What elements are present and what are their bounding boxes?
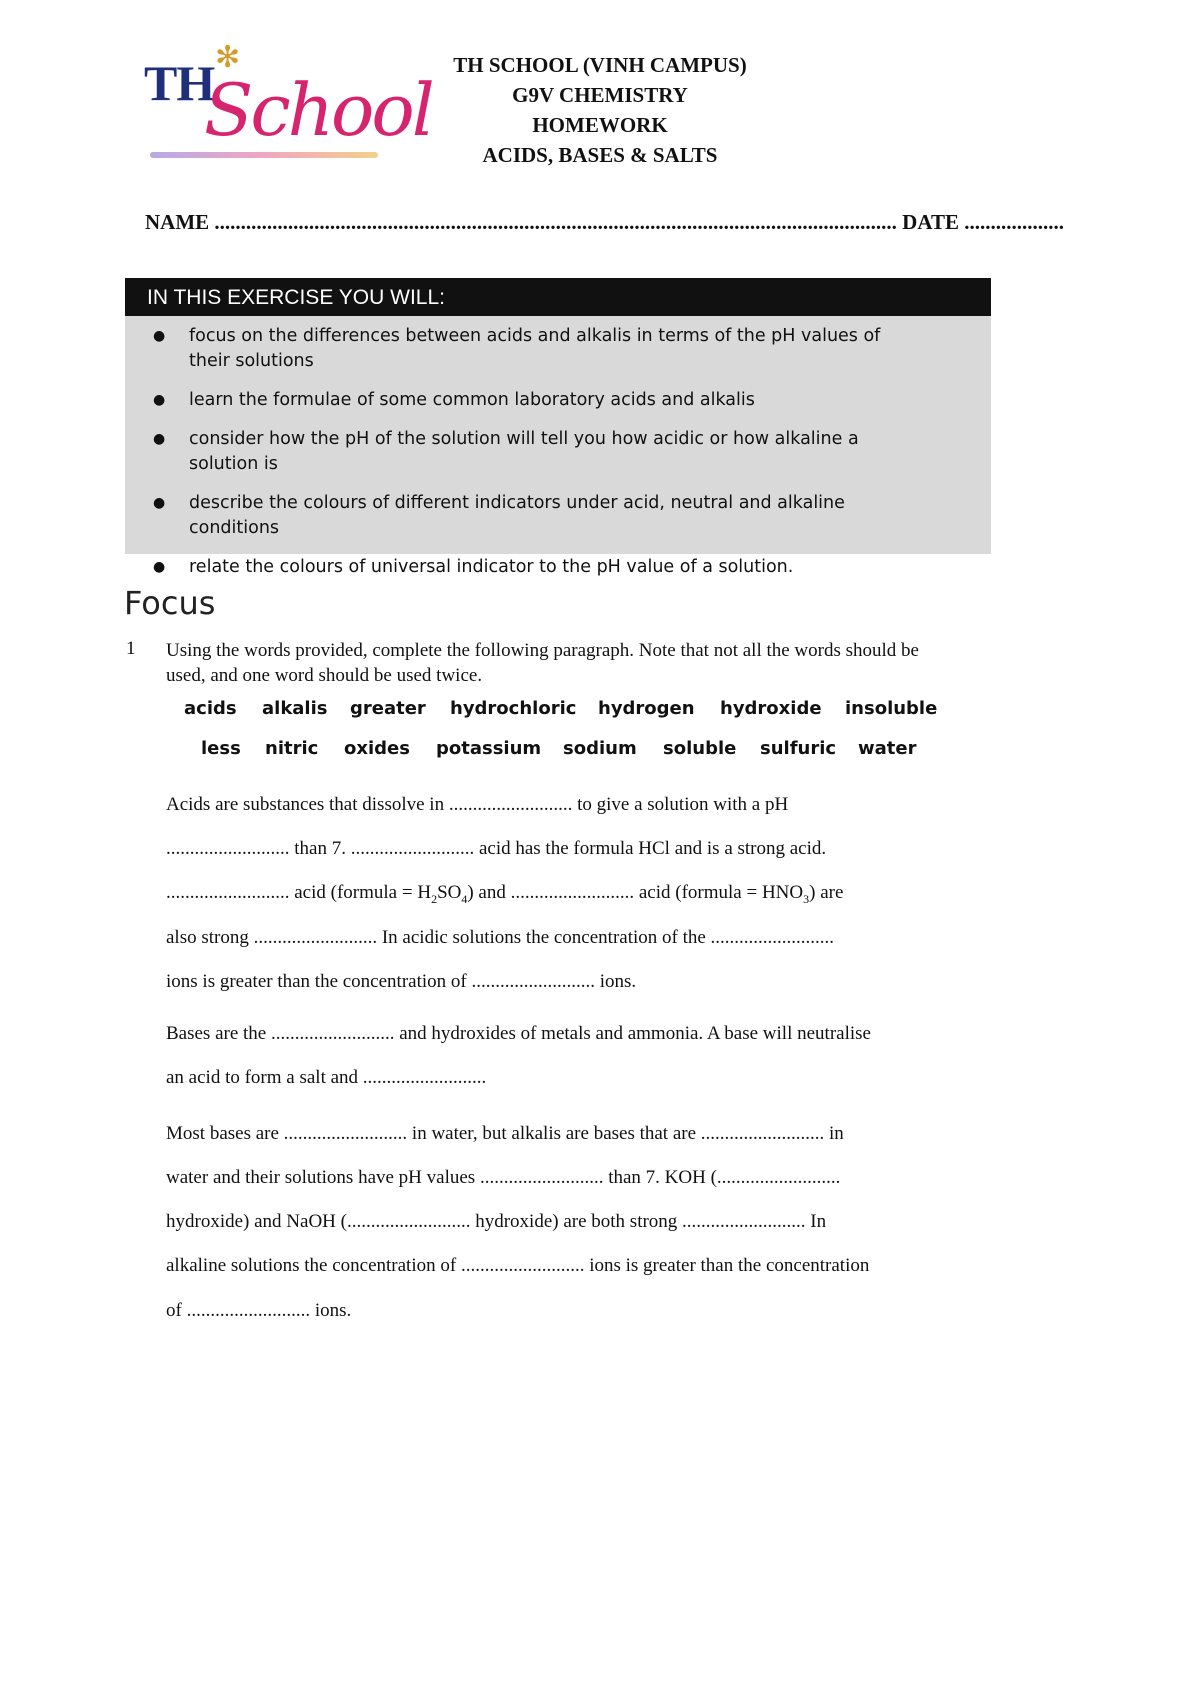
paragraph-line: Acids are substances that dissolve in .......................... to give a solution with a pH [166,794,789,815]
logo-swoosh [150,152,378,158]
list-item: ● learn the formulae of some common laboratory acids and alkalis [125,388,991,413]
word-bank-item: hydrochloric [450,698,577,719]
word-bank-item: soluble [663,738,737,759]
word-bank-item: less [201,738,241,759]
list-item: ● focus on the differences between acids and alkalis in terms of the pH values of their solutions [153,326,881,371]
word-bank-item: nitric [265,738,319,759]
paragraph-line: of .......................... ions. [166,1300,352,1321]
word-bank-item: sulfuric [760,738,837,759]
word-bank-item: greater [350,698,426,719]
bullet-icon: ● [153,392,166,408]
word-bank-row-1 [0,698,1200,724]
word-bank-item: hydrogen [598,698,695,719]
logo-th: TH [144,55,215,111]
paragraph-line: water and their solutions have pH values .......................... than 7. KOH (.......................... [166,1167,841,1188]
list-item: ● describe the colours of different indicators under acid, neutral and alkaline conditions [153,493,845,538]
list-item: ● consider how the pH of the solution will tell you how acidic or how alkaline a solution is [153,429,859,474]
paragraph-line: also strong .......................... In acidic solutions the concentration of the .......................... [166,927,835,948]
paragraph-line: Most bases are .......................... in water, but alkalis are bases that are .......................... in [166,1123,844,1144]
paragraph-line: alkaline solutions the concentration of .......................... ions is greater than the concentration [166,1255,870,1276]
word-bank-item: oxides [344,738,410,759]
objectives-box [125,278,991,577]
date-label: DATE [902,210,959,234]
name-label: NAME [145,210,210,234]
header-type: HOMEWORK [532,113,668,137]
document-header [400,50,800,170]
paragraph-line: an acid to form a salt and .......................... [166,1067,487,1088]
word-bank-item: potassium [436,738,542,759]
objectives-heading: IN THIS EXERCISE YOU WILL: [125,278,991,316]
paragraph-line: ions is greater than the concentration of .......................... ions. [166,971,637,992]
word-bank-item: hydroxide [720,698,822,719]
word-bank-item: acids [184,698,237,719]
word-bank-item: sodium [563,738,637,759]
bullet-icon: ● [153,431,166,447]
bullet-icon: ● [153,328,166,344]
paragraph-line: .......................... than 7. .......................... acid has the formula HCl and is a strong acid. [166,838,827,859]
word-bank-row-2 [0,738,1200,764]
paragraph-line: Bases are the .......................... and hydroxides of metals and ammonia. A base will neutralise [166,1023,871,1044]
question-text: Using the words provided, complete the following paragraph. Note that not all the words should be used, and one word should be used twice. [166,640,919,686]
objectives-list [125,324,991,594]
bullet-icon: ● [153,559,166,575]
bullet-icon: ● [153,495,166,511]
word-bank-item: water [858,738,917,759]
section-title: Focus [124,584,216,622]
header-school: TH SCHOOL (VINH CAMPUS) [453,53,747,77]
header-topic: ACIDS, BASES & SALTS [482,143,718,167]
question-number: 1 [126,638,136,659]
word-bank-item: alkalis [262,698,328,719]
header-course: G9V CHEMISTRY [512,83,688,107]
school-logo [140,40,432,170]
name-field[interactable]: .................................................................................................................................. [214,210,897,234]
name-date-line [145,210,1065,235]
word-bank-item: insoluble [845,698,938,719]
paragraph-line: hydroxide) and NaOH (.......................... hydroxide) are both strong .......................... In [166,1211,827,1232]
list-item: ● relate the colours of universal indicator to the pH value of a solution. [125,555,991,580]
star-icon: ✻ [215,41,241,74]
date-field[interactable]: ................... [964,210,1064,234]
logo-school: School [204,68,432,152]
paragraph-line: .......................... acid (formula = $H_2SO_4$) and .......................... acid (formula = $HNO_3$) are [166,882,844,906]
